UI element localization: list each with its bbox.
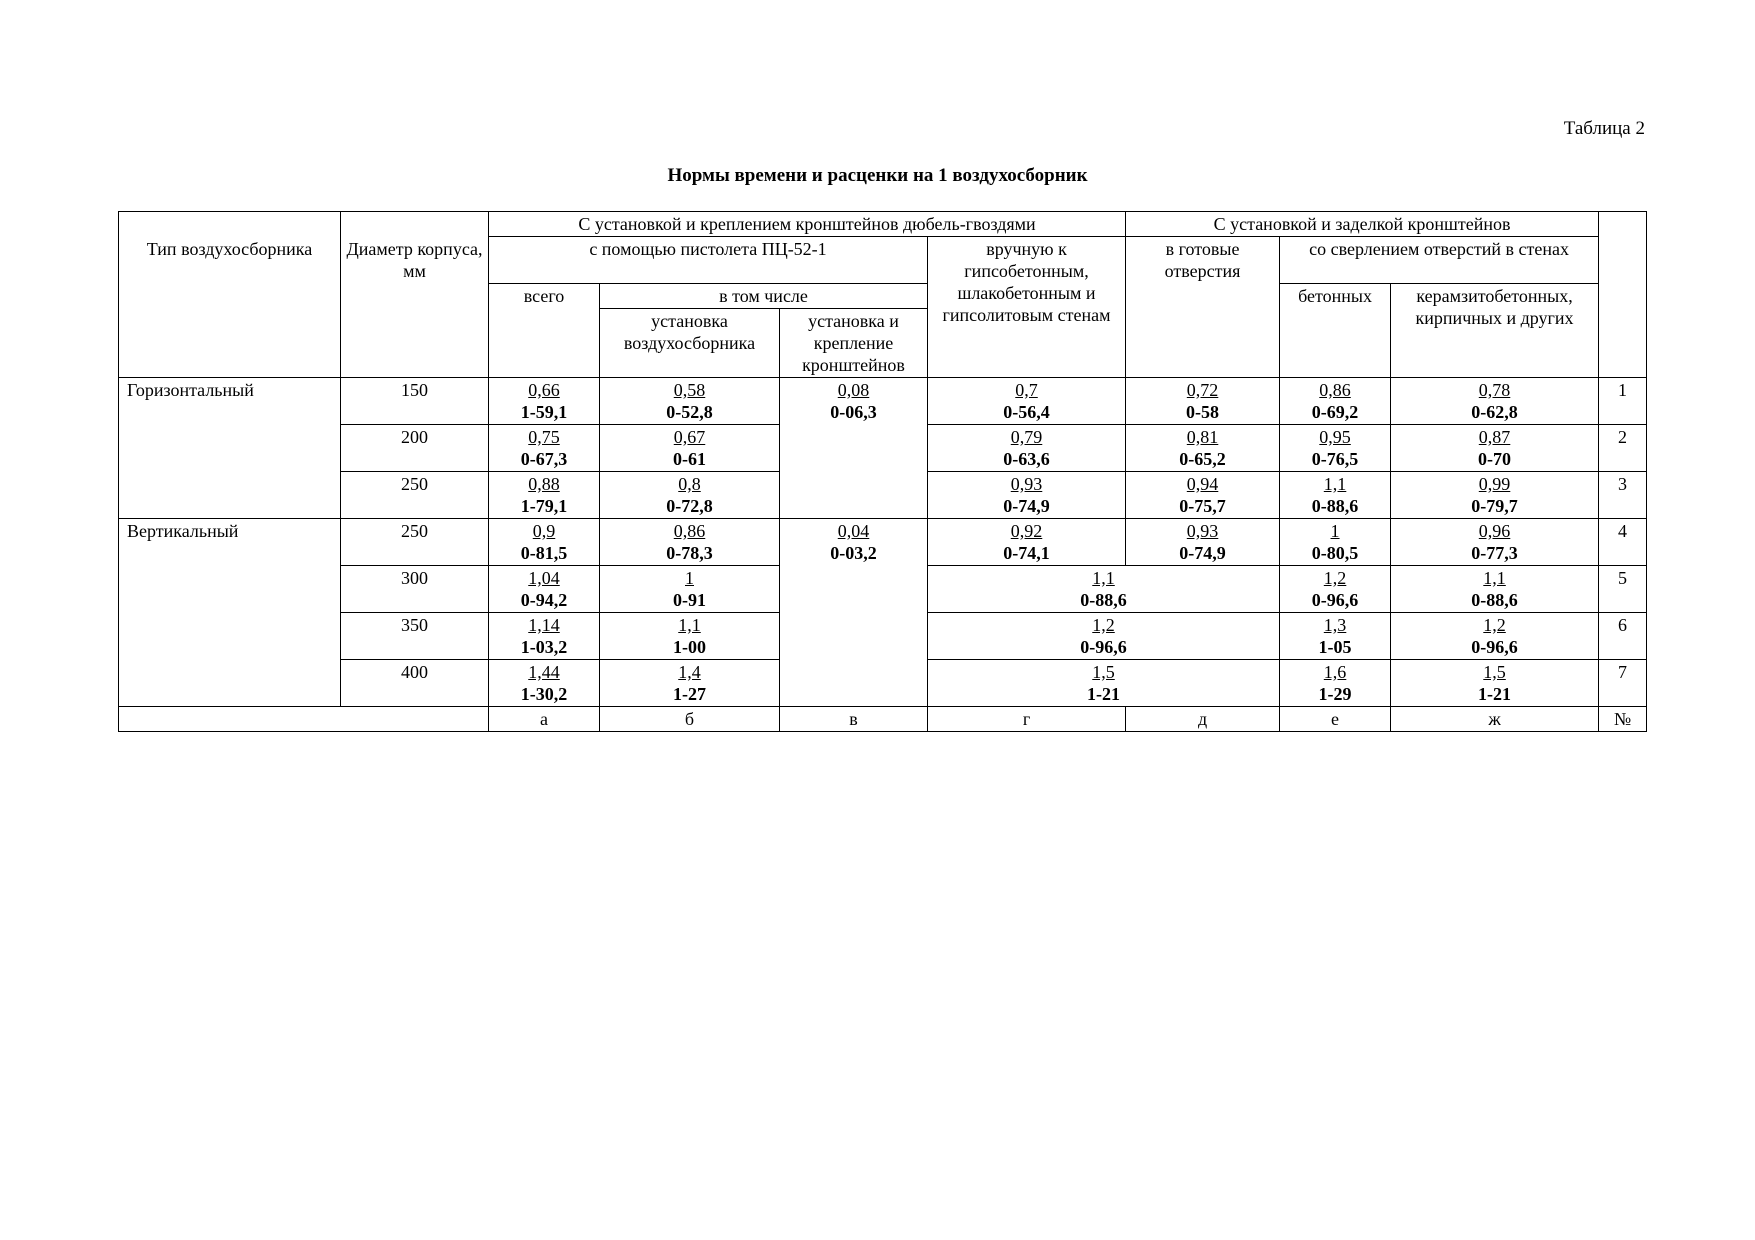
footer-col-g: г [928, 707, 1126, 732]
cell-zh: 0,87 0-70 [1391, 425, 1599, 472]
cell-a: 0,66 1-59,1 [489, 378, 600, 425]
cell-e: 1,2 0-96,6 [1280, 566, 1391, 613]
cell-a: 0,75 0-67,3 [489, 425, 600, 472]
cell-number: 7 [1599, 660, 1647, 707]
cell-b: 1 0-91 [600, 566, 780, 613]
cell-diameter: 250 [341, 472, 489, 519]
header-ready-holes: в готовые отверстия [1126, 237, 1280, 378]
header-install-collector: установка воздухосборника [600, 309, 780, 378]
header-pistol: с помощью пистолета ПЦ-52-1 [489, 237, 928, 284]
footer-col-number: № [1599, 707, 1647, 732]
cell-diameter: 200 [341, 425, 489, 472]
footer-col-e: е [1280, 707, 1391, 732]
cell-g: 0,7 0-56,4 [928, 378, 1126, 425]
cell-diameter: 300 [341, 566, 489, 613]
cell-zh: 1,5 1-21 [1391, 660, 1599, 707]
cell-number: 1 [1599, 378, 1647, 425]
header-group-dowel: С установкой и креплением кронштейнов дюбель-гвоздями [489, 212, 1126, 237]
footer-col-d: д [1126, 707, 1280, 732]
cell-b: 0,67 0-61 [600, 425, 780, 472]
cell-g: 0,92 0-74,1 [928, 519, 1126, 566]
table-row [119, 378, 1647, 425]
cell-d: 0,93 0-74,9 [1126, 519, 1280, 566]
header-concrete: бетонных [1280, 284, 1391, 378]
cell-zh: 1,1 0-88,6 [1391, 566, 1599, 613]
header-install-brackets: установка и крепление кронштейнов [780, 309, 928, 378]
cell-zh: 0,96 0-77,3 [1391, 519, 1599, 566]
cell-zh: 1,2 0-96,6 [1391, 613, 1599, 660]
cell-g-d-merged: 1,5 1-21 [928, 660, 1280, 707]
cell-b: 0,58 0-52,8 [600, 378, 780, 425]
cell-number: 4 [1599, 519, 1647, 566]
footer-col-b: б [600, 707, 780, 732]
cell-b: 1,4 1-27 [600, 660, 780, 707]
norms-table [118, 211, 1647, 732]
header-diameter: Диаметр корпуса, мм [341, 212, 489, 378]
cell-zh: 0,99 0-79,7 [1391, 472, 1599, 519]
cell-brackets-vertical: 0,04 0-03,2 [780, 519, 928, 707]
table-title: Нормы времени и расценки на 1 воздухосборник [667, 165, 1088, 186]
cell-a: 0,9 0-81,5 [489, 519, 600, 566]
footer-blank [119, 707, 489, 732]
cell-d: 0,72 0-58 [1126, 378, 1280, 425]
header-group-embed: С установкой и заделкой кронштейнов [1126, 212, 1599, 237]
cell-b: 0,86 0-78,3 [600, 519, 780, 566]
cell-brackets-horizontal: 0,08 0-06,3 [780, 378, 928, 519]
cell-a: 1,14 1-03,2 [489, 613, 600, 660]
cell-a: 0,88 1-79,1 [489, 472, 600, 519]
footer-col-zh: ж [1391, 707, 1599, 732]
cell-number: 5 [1599, 566, 1647, 613]
cell-b: 0,8 0-72,8 [600, 472, 780, 519]
cell-e: 0,95 0-76,5 [1280, 425, 1391, 472]
cell-g: 0,93 0-74,9 [928, 472, 1126, 519]
footer-row [119, 707, 1647, 732]
cell-diameter: 350 [341, 613, 489, 660]
header-type: Тип воздухосборника [119, 212, 341, 378]
header-including: в том числе [600, 284, 928, 309]
group-vertical: Вертикальный [119, 519, 341, 707]
cell-e: 1,6 1-29 [1280, 660, 1391, 707]
cell-number: 2 [1599, 425, 1647, 472]
cell-number: 3 [1599, 472, 1647, 519]
cell-a: 1,44 1-30,2 [489, 660, 600, 707]
header-ceramsite: керамзитобетонных, кирпичных и других [1391, 284, 1599, 378]
cell-zh: 0,78 0-62,8 [1391, 378, 1599, 425]
cell-g-d-merged: 1,2 0-96,6 [928, 613, 1280, 660]
table-number-label: Таблица 2 [1563, 118, 1645, 139]
cell-e: 0,86 0-69,2 [1280, 378, 1391, 425]
table-row [119, 519, 1647, 566]
cell-a: 1,04 0-94,2 [489, 566, 600, 613]
cell-number: 6 [1599, 613, 1647, 660]
cell-g: 0,79 0-63,6 [928, 425, 1126, 472]
header-drilling: со сверлением отверстий в стенах [1280, 237, 1599, 284]
cell-diameter: 250 [341, 519, 489, 566]
header-manual: вручную к гипсобетонным, шлакобетонным и гипсолитовым стенам [928, 237, 1126, 378]
header-total: всего [489, 284, 600, 378]
footer-col-v: в [780, 707, 928, 732]
group-horizontal: Горизонтальный [119, 378, 341, 519]
header-number-col [1599, 212, 1647, 378]
cell-b: 1,1 1-00 [600, 613, 780, 660]
cell-diameter: 400 [341, 660, 489, 707]
footer-col-a: а [489, 707, 600, 732]
cell-d: 0,94 0-75,7 [1126, 472, 1280, 519]
cell-diameter: 150 [341, 378, 489, 425]
cell-e: 1 0-80,5 [1280, 519, 1391, 566]
cell-d: 0,81 0-65,2 [1126, 425, 1280, 472]
cell-e: 1,3 1-05 [1280, 613, 1391, 660]
cell-g-d-merged: 1,1 0-88,6 [928, 566, 1280, 613]
cell-e: 1,1 0-88,6 [1280, 472, 1391, 519]
